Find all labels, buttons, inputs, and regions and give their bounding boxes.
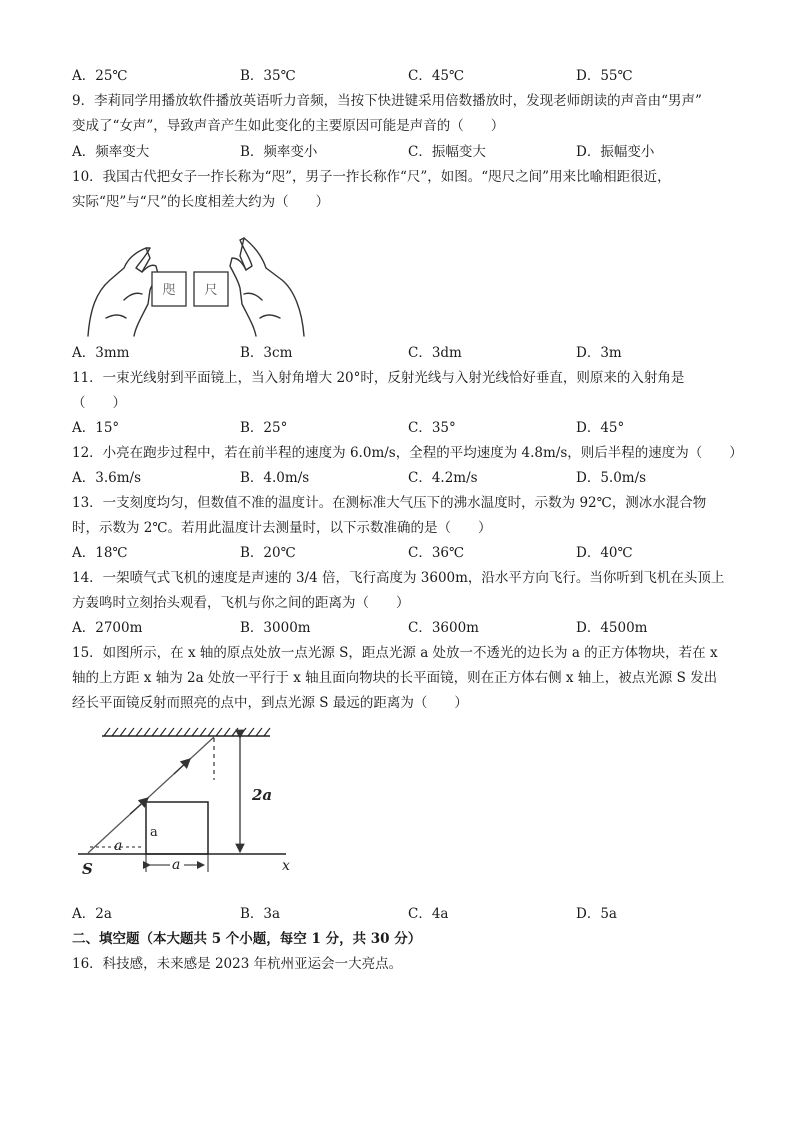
q9-option-b: B．频率变小 [240, 144, 318, 160]
q15-mirror-figure [74, 722, 300, 878]
mirror-hatching [104, 728, 270, 736]
q11-option-b: B．25° [240, 420, 288, 436]
q12-option-d: D．5.0m/s [576, 470, 647, 486]
q11-option-a: A．15° [72, 420, 120, 436]
q13-option-a: A．18℃ [72, 545, 128, 561]
q15-option-a: A．2a [72, 906, 112, 922]
label-a-2: a [172, 857, 181, 873]
section-2-heading: 二、填空题（本大题共 5 个小题，每空 1 分，共 30 分） [72, 931, 422, 947]
left-card-label: 咫 [162, 283, 176, 298]
q13-line-1: 13．一支刻度均匀，但数值不准的温度计。在测标准大气压下的沸水温度时，示数为 92℃，测冰水混合物 [72, 495, 707, 511]
q14-line-2: 方轰鸣时立刻抬头观看，飞机与你之间的距离为（ ） [72, 595, 410, 611]
q8-option-c: C．45℃ [408, 68, 465, 84]
q13-line-2: 时，示数为 2℃。若用此温度计去测量时，以下示数准确的是（ ） [72, 520, 492, 536]
q11-line-1: 11．一束光线射到平面镜上，当入射角增大 20°时，反射光线与入射光线恰好垂直，则原来的入射角是 [72, 370, 685, 386]
q15-option-c: C．4a [408, 906, 449, 922]
q13-option-b: B．20℃ [240, 545, 296, 561]
q9-line-1: 9．李莉同学用播放软件播放英语听力音频，当按下快进键采用倍数播放时，发现老师朗读的声音由“男声” [72, 93, 702, 109]
q14-option-a: A．2700m [72, 620, 143, 636]
q8-options [72, 64, 752, 84]
ray-arrow-2 [174, 759, 190, 774]
q10-option-d: D．3m [576, 345, 622, 361]
q10-options [72, 341, 752, 361]
q12-line-1: 12．小亮在跑步过程中，若在前半程的速度为 6.0m/s，全程的平均速度为 4.8m/s，则后半程的速度为（ ） [72, 445, 743, 461]
q15-options [72, 902, 752, 922]
q9-option-c: C．振幅变大 [408, 144, 486, 160]
q9-line-2: 变成了“女声”，导致声音产生如此变化的主要原因可能是声音的（ ） [72, 118, 505, 134]
label-x: x [282, 858, 290, 874]
q11-line-2: （ ） [72, 395, 126, 411]
q8-option-b: B．35℃ [240, 68, 296, 84]
q14-option-c: C．3600m [408, 620, 479, 636]
q15-line-2: 轴的上方距 x 轴为 2a 处放一平行于 x 轴且面向物块的长平面镜，则在正方体右侧 x 轴上，被点光源 S 发出 [72, 670, 718, 686]
label-a-1: a [114, 838, 123, 854]
q10-option-b: B．3cm [240, 345, 293, 361]
q16-line-1: 16．科技感，未来感是 2023 年杭州亚运会一大亮点。 [72, 956, 403, 972]
q14-option-d: D．4500m [576, 620, 648, 636]
q10-line-2: 实际“咫”与“尺”的长度相差大约为（ ） [72, 194, 330, 210]
q12-option-b: B．4.0m/s [240, 470, 310, 486]
q10-hands-figure [80, 228, 312, 340]
q15-option-d: D．5a [576, 906, 617, 922]
q12-option-a: A．3.6m/s [72, 470, 141, 486]
q9-option-a: A．频率变大 [72, 144, 150, 160]
q15-line-1: 15．如图所示，在 x 轴的原点处放一点光源 S，距点光源 a 处放一不透光的边长为 a 的正方体物块，若在 x [72, 645, 718, 661]
q12-options [72, 466, 752, 486]
q10-line-1: 10．我国古代把女子一拃长称为“咫”，男子一拃长称作“尺”，如图。“咫尺之间”用来比喻相距很近， [72, 169, 671, 185]
right-card-label: 尺 [204, 283, 218, 298]
label-2a: 2a [252, 786, 273, 804]
q13-option-c: C．36℃ [408, 545, 465, 561]
q14-options [72, 616, 752, 636]
q11-options [72, 416, 752, 436]
q13-options [72, 541, 752, 561]
q14-option-b: B．3000m [240, 620, 311, 636]
label-block: a [150, 825, 158, 840]
q9-option-d: D．振幅变小 [576, 144, 655, 160]
q8-option-d: D．55℃ [576, 68, 633, 84]
q12-option-c: C．4.2m/s [408, 470, 478, 486]
q15-option-b: B．3a [240, 906, 281, 922]
q15-line-3: 经长平面镜反射而照亮的点中，到点光源 S 最远的距离为（ ） [72, 695, 468, 711]
label-s: S [82, 860, 93, 878]
q14-line-1: 14．一架喷气式飞机的速度是声速的 3/4 倍，飞行高度为 3600m，沿水平方向飞行。当你听到飞机在头顶上 [72, 570, 725, 586]
q10-option-c: C．3dm [408, 345, 462, 361]
q11-option-d: D．45° [576, 420, 625, 436]
q10-option-a: A．3mm [72, 345, 130, 361]
q9-options [72, 140, 752, 160]
q13-option-d: D．40℃ [576, 545, 633, 561]
q11-option-c: C．35° [408, 420, 456, 436]
q8-option-a: A．25℃ [72, 68, 128, 84]
